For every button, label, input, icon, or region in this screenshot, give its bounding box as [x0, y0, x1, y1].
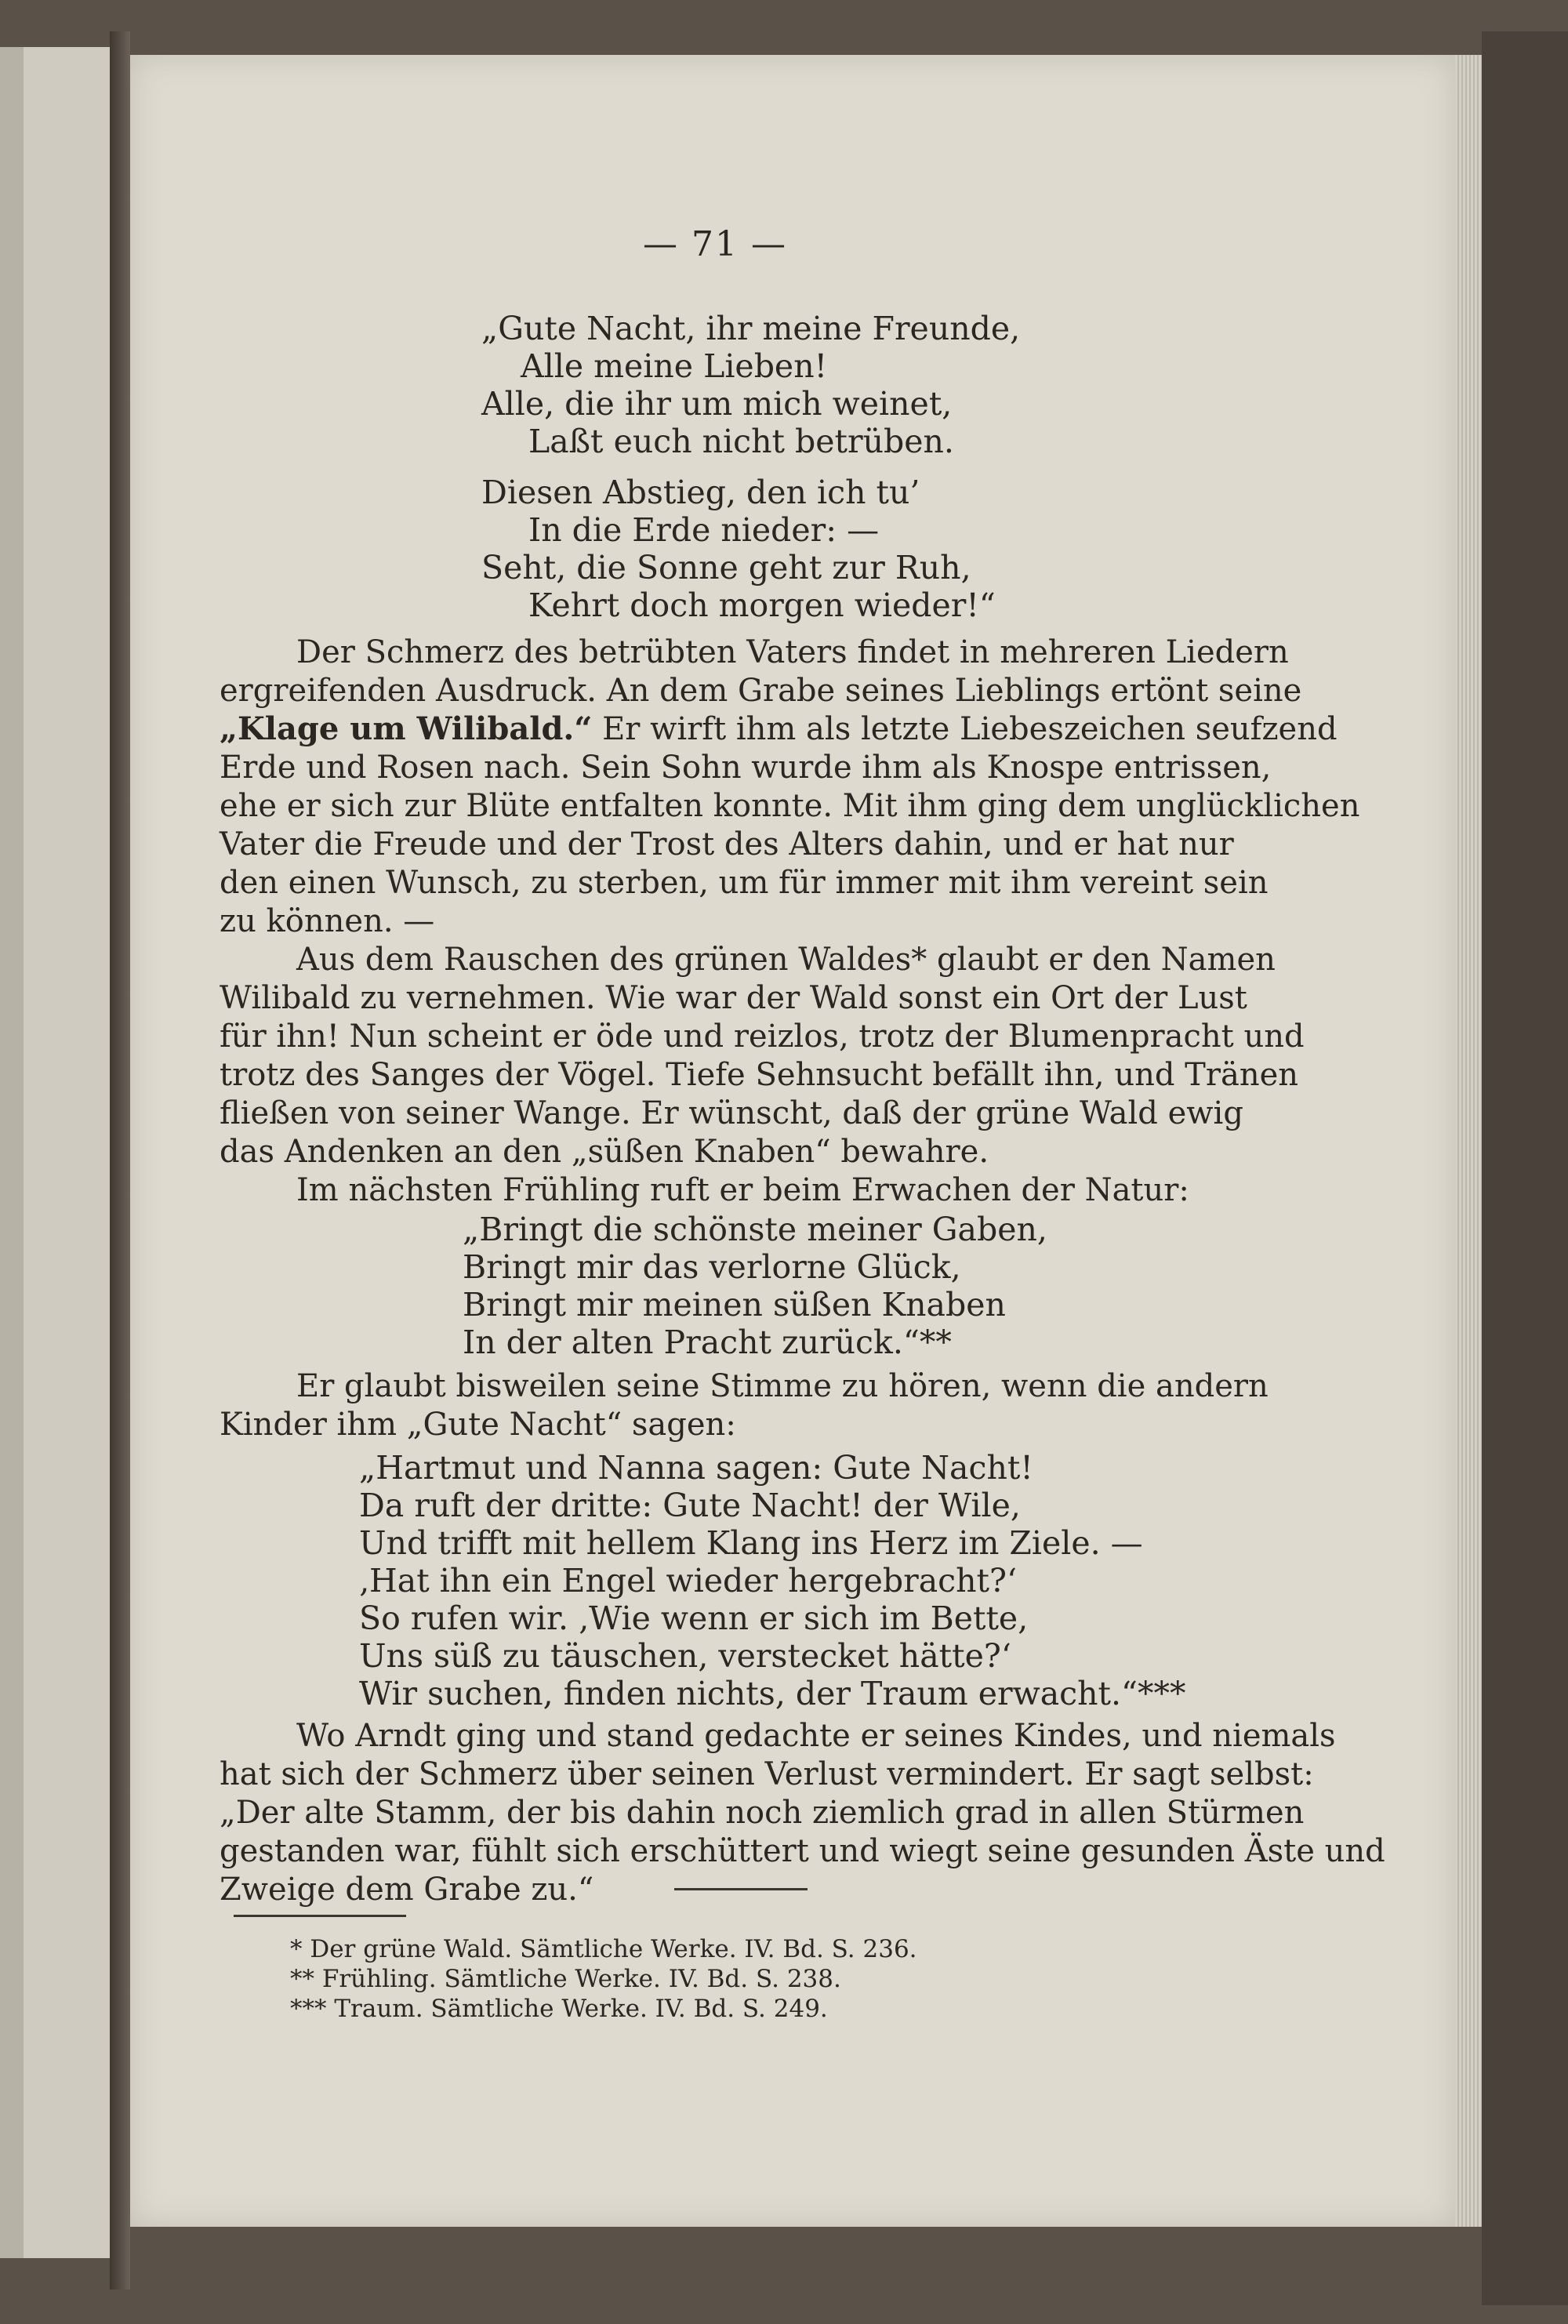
- footnote-rule: [234, 1915, 406, 1917]
- verse-line: Und trifft mit hellem Klang ins Herz im Ziele. —: [359, 1524, 1143, 1562]
- verse-line: Da ruft der dritte: Gute Nacht! der Wile,: [359, 1487, 1021, 1524]
- paragraph-line: [220, 710, 1338, 748]
- left-page-edge: [0, 47, 24, 2258]
- footnote: * Der grüne Wald. Sämtliche Werke. IV. Bd. S. 236.: [290, 1935, 917, 1963]
- paragraph-line: fließen von seiner Wange. Er wünscht, daß der grüne Wald ewig: [220, 1095, 1243, 1131]
- paragraph-line: Zweige dem Grabe zu.“: [220, 1872, 594, 1908]
- verse-line: In der alten Pracht zurück.“**: [463, 1324, 952, 1361]
- verse-line: In die Erde nieder: —: [528, 511, 880, 549]
- paragraph-line: Wilibald zu vernehmen. Wie war der Wald sonst ein Ort der Lust: [220, 980, 1247, 1016]
- footnote: ** Frühling. Sämtliche Werke. IV. Bd. S. 238.: [290, 1965, 841, 1993]
- verse-line: So rufen wir. ‚Wie wenn er sich im Bette,: [359, 1600, 1029, 1637]
- verse-line: Uns süß zu täuschen, verstecket hätte?‘: [359, 1637, 1011, 1675]
- verse-line: ‚Hat ihn ein Engel wieder hergebracht?‘: [359, 1562, 1018, 1600]
- verse-line: Wir suchen, finden nichts, der Traum erwacht.“***: [359, 1675, 1186, 1712]
- paragraph-line: Vater die Freude und der Trost des Alters dahin, und er hat nur: [220, 826, 1234, 862]
- book-gutter: [110, 31, 130, 2290]
- paragraph-line: Kinder ihm „Gute Nacht“ sagen:: [220, 1407, 736, 1443]
- paragraph-line: das Andenken an den „süßen Knaben“ bewahre.: [220, 1134, 989, 1170]
- section-rule: [674, 1888, 808, 1890]
- paragraph-line: für ihn! Nun scheint er öde und reizlos, trotz der Blumenpracht und: [220, 1019, 1305, 1055]
- verse-line: Bringt mir das verlorne Glück,: [463, 1248, 961, 1286]
- verse-line: Alle meine Lieben!: [521, 347, 828, 385]
- paragraph-line: „Der alte Stamm, der bis dahin noch ziemlich grad in allen Stürmen: [220, 1795, 1305, 1831]
- verse-line: „Bringt die schönste meiner Gaben,: [463, 1211, 1047, 1248]
- paragraph-line: ergreifenden Ausdruck. An dem Grabe seines Lieblings ertönt seine: [220, 673, 1302, 709]
- paragraph-text: Er wirft ihm als letzte Liebeszeichen seufzend: [602, 711, 1338, 747]
- paragraph-line: Er glaubt bisweilen seine Stimme zu hören, wenn die andern: [296, 1368, 1269, 1404]
- paragraph-line: Der Schmerz des betrübten Vaters findet in mehreren Liedern: [296, 634, 1289, 670]
- page-stack-edge: [1455, 55, 1482, 2227]
- paragraph-line: Wo Arndt ging und stand gedachte er seines Kindes, und niemals: [296, 1718, 1336, 1754]
- paragraph-line: ehe er sich zur Blüte entfalten konnte. Mit ihm ging dem unglücklichen: [220, 788, 1360, 824]
- paragraph-line: Aus dem Rauschen des grünen Waldes* glaubt er den Namen: [296, 942, 1276, 978]
- verse-line: Laßt euch nicht betrüben.: [528, 423, 954, 460]
- paragraph-line: Erde und Rosen nach. Sein Sohn wurde ihm als Knospe entrissen,: [220, 750, 1272, 786]
- verse-line: Seht, die Sonne geht zur Ruh,: [481, 549, 971, 586]
- book-cover: [1482, 31, 1568, 2305]
- paragraph-line: trotz des Sanges der Vögel. Tiefe Sehnsucht befällt ihn, und Tränen: [220, 1057, 1299, 1093]
- paragraph-line: Im nächsten Frühling ruft er beim Erwachen der Natur:: [296, 1172, 1189, 1208]
- paragraph-line: zu können. —: [220, 903, 435, 939]
- song-title: „Klage um Wilibald.“: [220, 710, 593, 747]
- footnote: *** Traum. Sämtliche Werke. IV. Bd. S. 249.: [290, 1995, 828, 2023]
- verse-line: Kehrt doch morgen wieder!“: [528, 586, 996, 624]
- paragraph-line: den einen Wunsch, zu sterben, um für immer mit ihm vereint sein: [220, 865, 1269, 901]
- page-number: — 71 —: [643, 224, 787, 264]
- paragraph-line: hat sich der Schmerz über seinen Verlust vermindert. Er sagt selbst:: [220, 1756, 1314, 1792]
- verse-line: Diesen Abstieg, den ich tu’: [481, 474, 920, 511]
- verse-line: Bringt mir meinen süßen Knaben: [463, 1286, 1006, 1324]
- verse-line: „Hartmut und Nanna sagen: Gute Nacht!: [359, 1449, 1033, 1487]
- verse-line: Alle, die ihr um mich weinet,: [481, 385, 953, 423]
- paragraph-line: gestanden war, fühlt sich erschüttert und wiegt seine gesunden Äste und: [220, 1833, 1385, 1869]
- verse-line: „Gute Nacht, ihr meine Freunde,: [481, 310, 1021, 347]
